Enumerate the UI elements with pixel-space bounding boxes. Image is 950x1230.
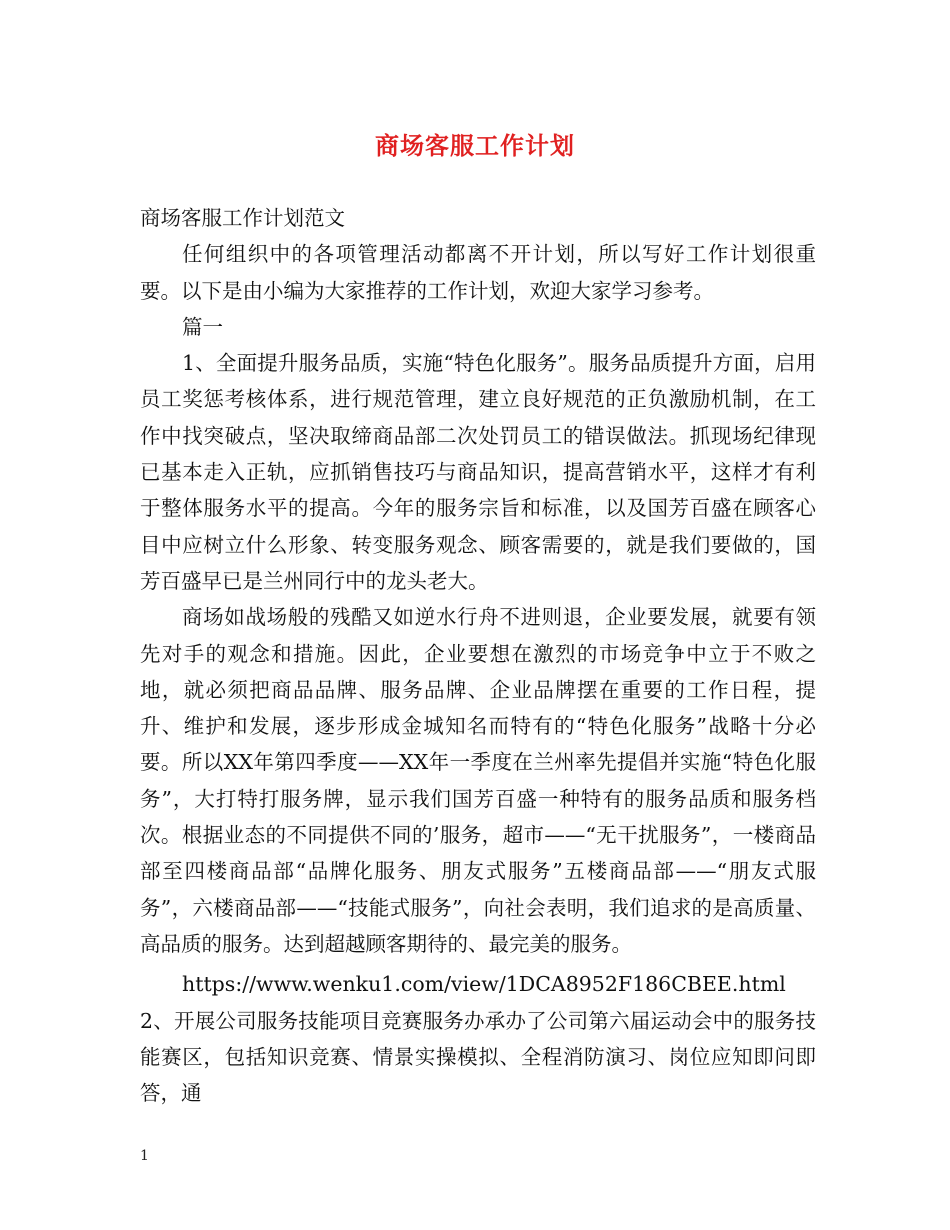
page-number: 1 [140, 1148, 149, 1164]
document-title: 商场客服工作计划 [375, 131, 575, 160]
body-paragraph: 商场如战场般的残酷又如逆水行舟不进则退，企业要发展，就要有领先对手的观念和措施。因此，企业要想在激烈的市场竞争中立于不败之地，就必须把商品品牌、服务品牌、企业品牌摆在重要的工作日程，提升、维护和发展，逐步形成金城知名而特有的“特色化服务”战略十分必要。所以XX年第四季度——XX年一季度在兰州率先提倡并实施“特色化服务”，大打特打服务牌，显示我们国芳百盛一种特有的服务品质和服务档次。根据业态的不同提供不同的’服务，超市——“无干扰服务”，一楼商品部至四楼商品部“品牌化服务、朋友式服务”五楼商品部——“朋友式服务”，六楼商品部——“技能式服务”，向社会表明，我们追求的是高质量、高品质的服务。达到超越顾客期待的、最完美的服务。 [140, 605, 816, 956]
document-body [140, 200, 816, 1111]
body-paragraph-with-url: https://www.wenku1.com/view/1DCA8952F186CBEE.html2、开展公司服务技能项目竞赛服务办承办了公司第六届运动会中的服务技能赛区，包括知识竞赛、情景实操模拟、全程消防演习、岗位应知即问即答，通 [140, 972, 816, 1106]
document-subtitle: 商场客服工作计划范文 [140, 206, 345, 230]
intro-paragraph: 任何组织中的各项管理活动都离不开计划，所以写好工作计划很重要。以下是由小编为大家推荐的工作计划，欢迎大家学习参考。 [140, 242, 816, 303]
body-paragraph: 1、全面提升服务品质，实施“特色化服务”。服务品质提升方面，启用员工奖惩考核体系，进行规范管理，建立良好规范的正负激励机制，在工作中找突破点，坚决取缔商品部二次处罚员工的错误做法。抓现场纪律现已基本走入正轨，应抓销售技巧与商品知识，提高营销水平，这样才有利于整体服务水平的提高。今年的服务宗旨和标准，以及国芳百盛在顾客心目中应树立什么形象、转变服务观念、顾客需要的，就是我们要做的，国芳百盛早已是兰州同行中的龙头老大。 [140, 351, 816, 593]
section-heading: 篇一 [182, 314, 223, 339]
